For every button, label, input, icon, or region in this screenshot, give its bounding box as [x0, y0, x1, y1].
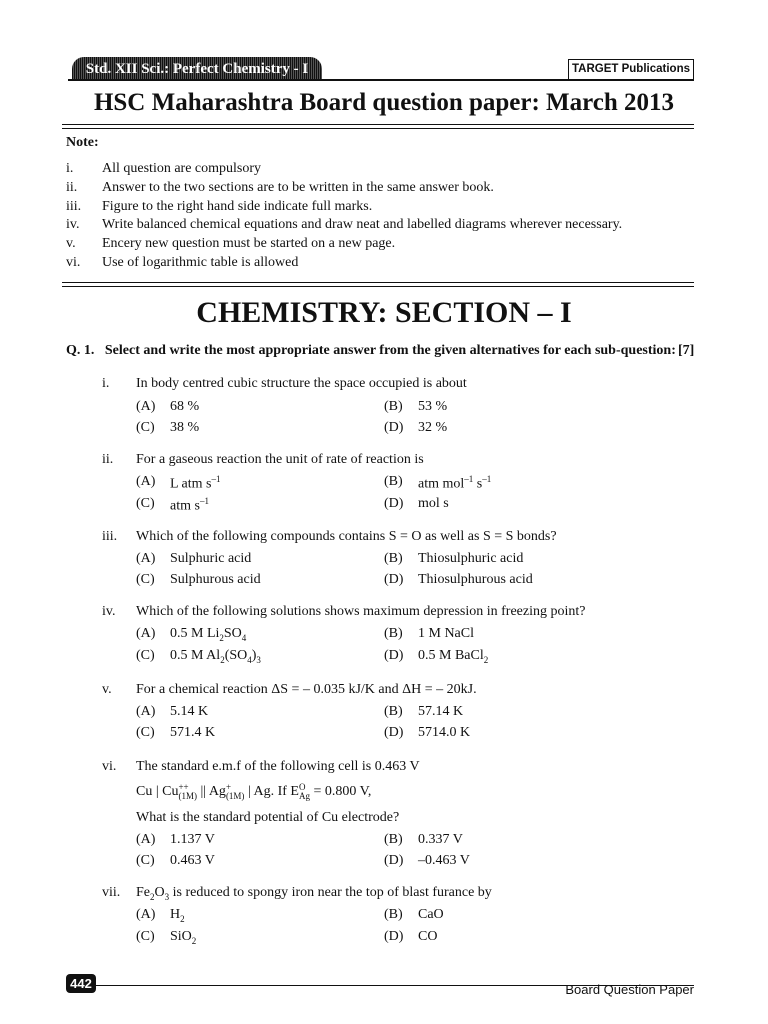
section-title: CHEMISTRY: SECTION – I: [196, 296, 572, 329]
cell-notation: Cu | Cu ++ (1M) || Ag + (1M) | Ag. If E O Ag = 0.800 V,: [136, 782, 372, 801]
note-heading: Note:: [66, 135, 99, 150]
divider-top: [62, 124, 694, 129]
publisher-box: TARGET Publications: [568, 59, 694, 80]
question-heading: Q. 1. Select and write the most appropriate answer from the given alternatives for each sub-question:: [66, 343, 676, 358]
footer-label: Board Question Paper: [565, 982, 694, 997]
series-tab: Std. XII Sci.: Perfect Chemistry - I: [72, 57, 322, 80]
paper-title: HSC Maharashtra Board question paper: March 2013: [93, 89, 675, 116]
question-marks: [7]: [678, 343, 695, 358]
divider-section: [62, 282, 694, 287]
page-number: 442: [66, 974, 96, 993]
